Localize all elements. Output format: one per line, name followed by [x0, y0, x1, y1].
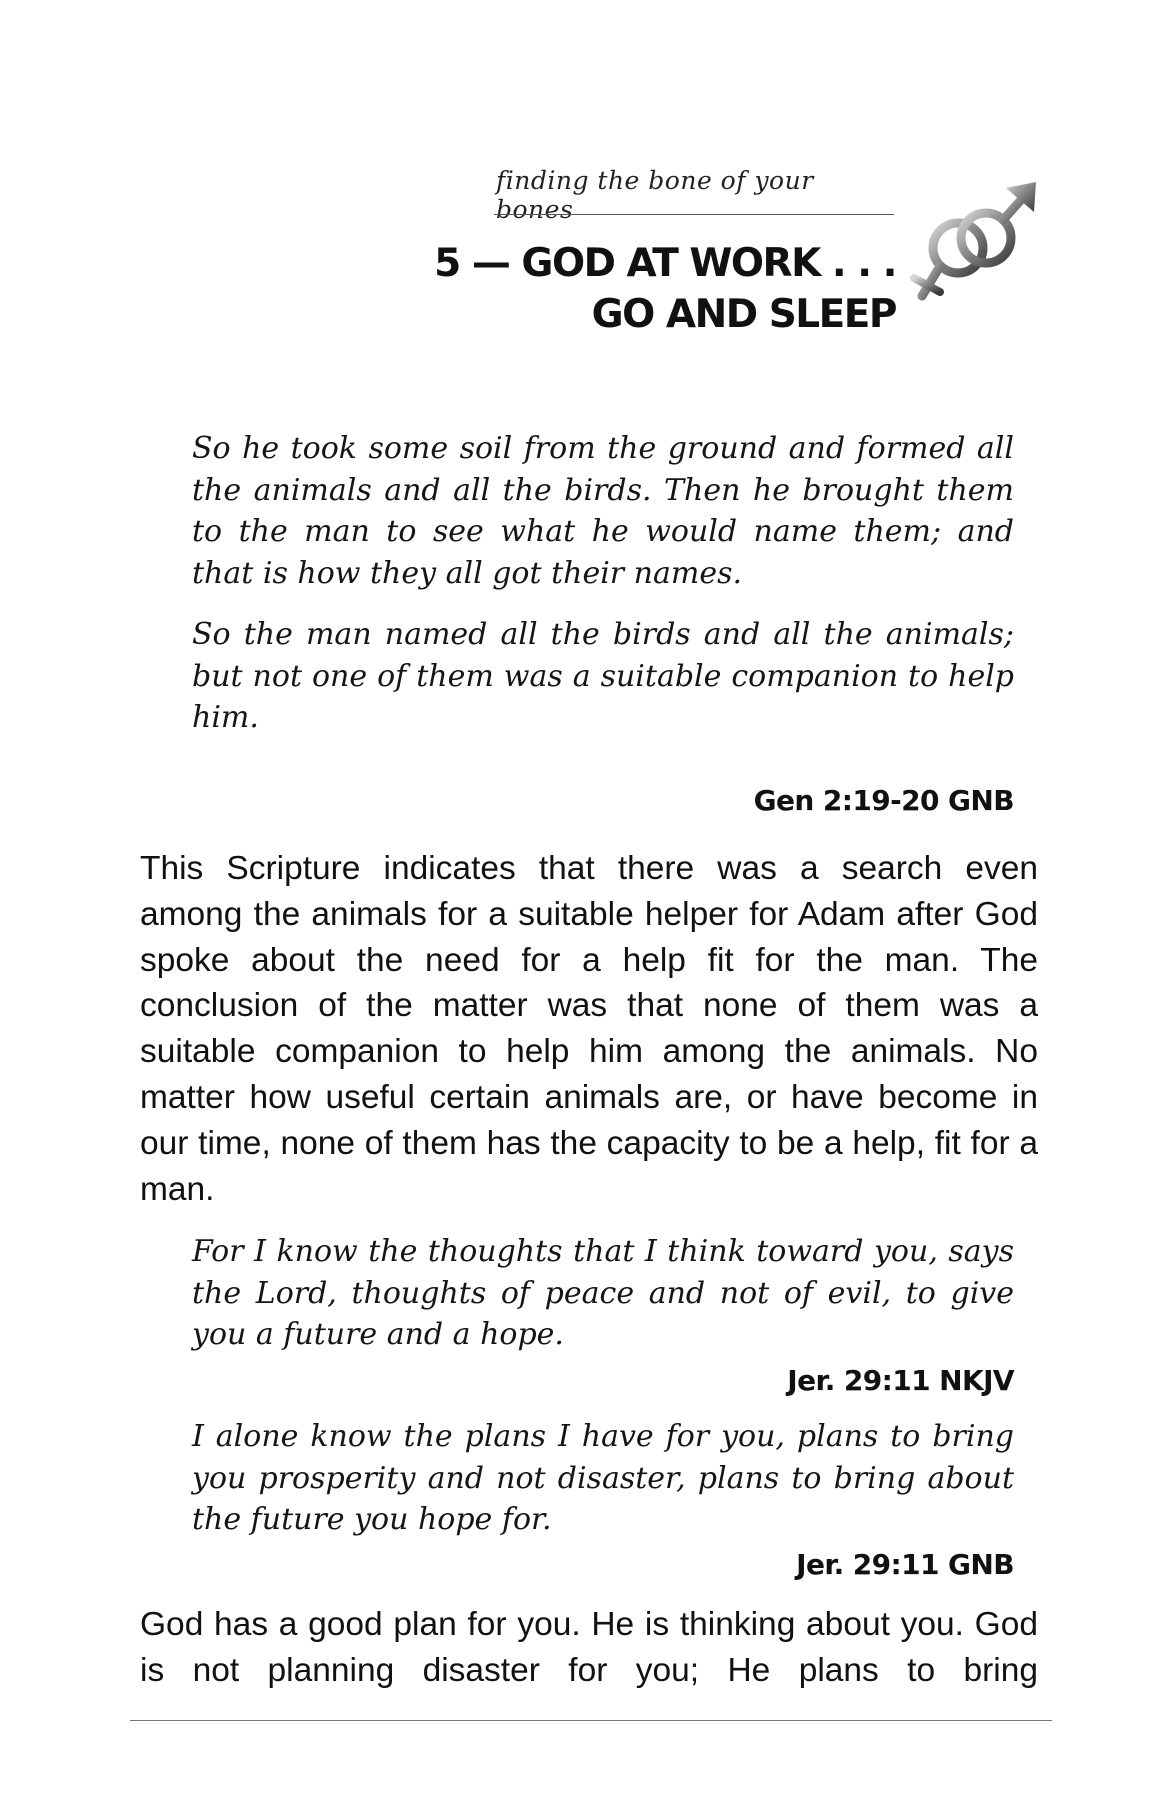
citation-jer-29-11-nkjv: Jer. 29:11 NKJV: [787, 1364, 1014, 1397]
body-paragraph-2: God has a good plan for you. He is thinking about you. God is not planning disaster for you; He plans to bring: [140, 1606, 1038, 1689]
quote-paragraph: For I know the thoughts that I think toward you, says the Lord, thoughts of peace and not of evil, to give you a future and a hope.: [192, 1234, 1014, 1352]
quote-paragraph: So the man named all the birds and all the animals; but not one of them was a suitable companion to help him.: [192, 617, 1014, 735]
citation-jer-29-11-gnb: Jer. 29:11 GNB: [796, 1548, 1014, 1581]
body-paragraph-1: This Scripture indicates that there was a search even among the animals for a suitable helper for Adam after God spoke about the need for a help fit for the man. The conclusion of the matter was that none of them was a suitable companion to help him among the animals. No matter how useful certain animals are, or have become in our time, none of them has the capacity to be a help, fit for a man.: [140, 850, 1038, 1208]
male-female-symbols-icon: [910, 178, 1046, 328]
chapter-title-line2: GO AND SLEEP: [591, 292, 896, 337]
scripture-quote-2: [192, 1231, 1014, 1356]
footer-divider: [130, 1720, 1052, 1721]
running-head: finding the bone of your bones: [496, 166, 814, 224]
quote-paragraph: I alone know the plans I have for you, plans to bring you prosperity and not disaster, plans to bring about the future you hope for.: [192, 1419, 1014, 1537]
quote-paragraph: So he took some soil from the ground and formed all the animals and all the birds. Then he brought them to the man to see what he would name them; and that is how they all got their names.: [192, 431, 1014, 591]
citation-gen-2-19: Gen 2:19-20 GNB: [753, 784, 1014, 817]
chapter-title-line1: 5 — GOD AT WORK . . .: [434, 241, 896, 286]
chapter-title: [300, 238, 896, 340]
header-divider: [494, 214, 894, 215]
scripture-quote-3: [192, 1416, 1014, 1541]
scripture-quote-1: [192, 428, 1014, 739]
